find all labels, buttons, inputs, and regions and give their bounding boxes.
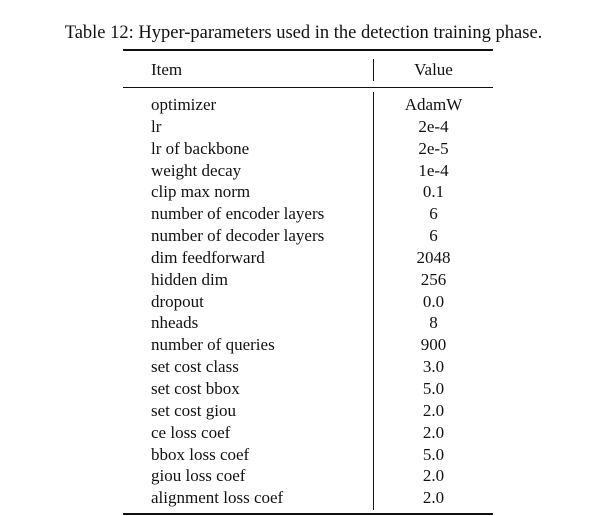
row-value: 3.0 [422,357,445,377]
row-value: AdamW [404,95,463,114]
header-rule [123,87,493,88]
row-item-label: lr [151,116,162,136]
row-value: 5.0 [422,444,445,464]
row-value: 2e-4 [418,116,449,136]
table-body [123,94,493,509]
row-item-label: number of encoder layers [151,204,325,224]
table-row [123,378,493,400]
table-row [123,400,493,422]
row-value: 6 [429,226,438,246]
row-item-label: ce loss coef [151,422,231,442]
table-row [123,334,493,356]
row-item-label: hidden dim [151,269,228,289]
top-rule [123,49,493,51]
table-row [123,269,493,291]
table-row [123,203,493,225]
row-item-label: optimizer [151,95,217,114]
table-row [123,138,493,160]
row-item-label: giou loss coef [151,466,246,486]
table-row [123,225,493,247]
row-value: 0.0 [422,291,445,311]
row-value: 2048 [416,247,451,267]
row-value: 6 [429,204,438,224]
table-row [123,181,493,203]
table-row [123,487,493,509]
header-value: Value [414,60,453,79]
table-row [123,422,493,444]
row-value: 2.0 [422,488,445,508]
row-item-label: set cost bbox [151,378,240,398]
table-row [123,312,493,334]
hyperparameter-table [123,49,493,516]
row-value: 256 [420,269,447,289]
row-value: 2.0 [422,466,445,486]
row-value: 2.0 [422,422,445,442]
row-item-label: number of queries [151,335,275,355]
row-value: 900 [420,335,447,355]
row-value: 2.0 [422,400,445,420]
table-caption: Table 12: Hyper-parameters used in the detection training phase. [64,23,543,43]
table-row [123,444,493,466]
row-item-label: clip max norm [151,182,251,202]
table-row [123,291,493,313]
row-item-label: nheads [151,313,199,333]
table-row [123,356,493,378]
row-item-label: bbox loss coef [151,444,250,464]
row-value: 0.1 [422,182,445,202]
row-item-label: set cost giou [151,400,236,420]
table-row [123,116,493,138]
table-row [123,94,493,116]
row-value: 5.0 [422,378,445,398]
table-row [123,465,493,487]
row-item-label: weight decay [151,160,242,180]
row-value: 2e-5 [418,138,449,158]
table-row [123,160,493,182]
row-value: 1e-4 [418,160,449,180]
row-item-label: dim feedforward [151,247,265,267]
row-item-label: alignment loss coef [151,488,284,508]
row-value: 8 [429,313,438,333]
row-item-label: lr of backbone [151,138,250,158]
row-item-label: number of decoder layers [151,226,325,246]
row-item-label: dropout [151,291,204,311]
row-item-label: set cost class [151,357,239,377]
table-row [123,247,493,269]
header-item: Item [151,60,183,79]
